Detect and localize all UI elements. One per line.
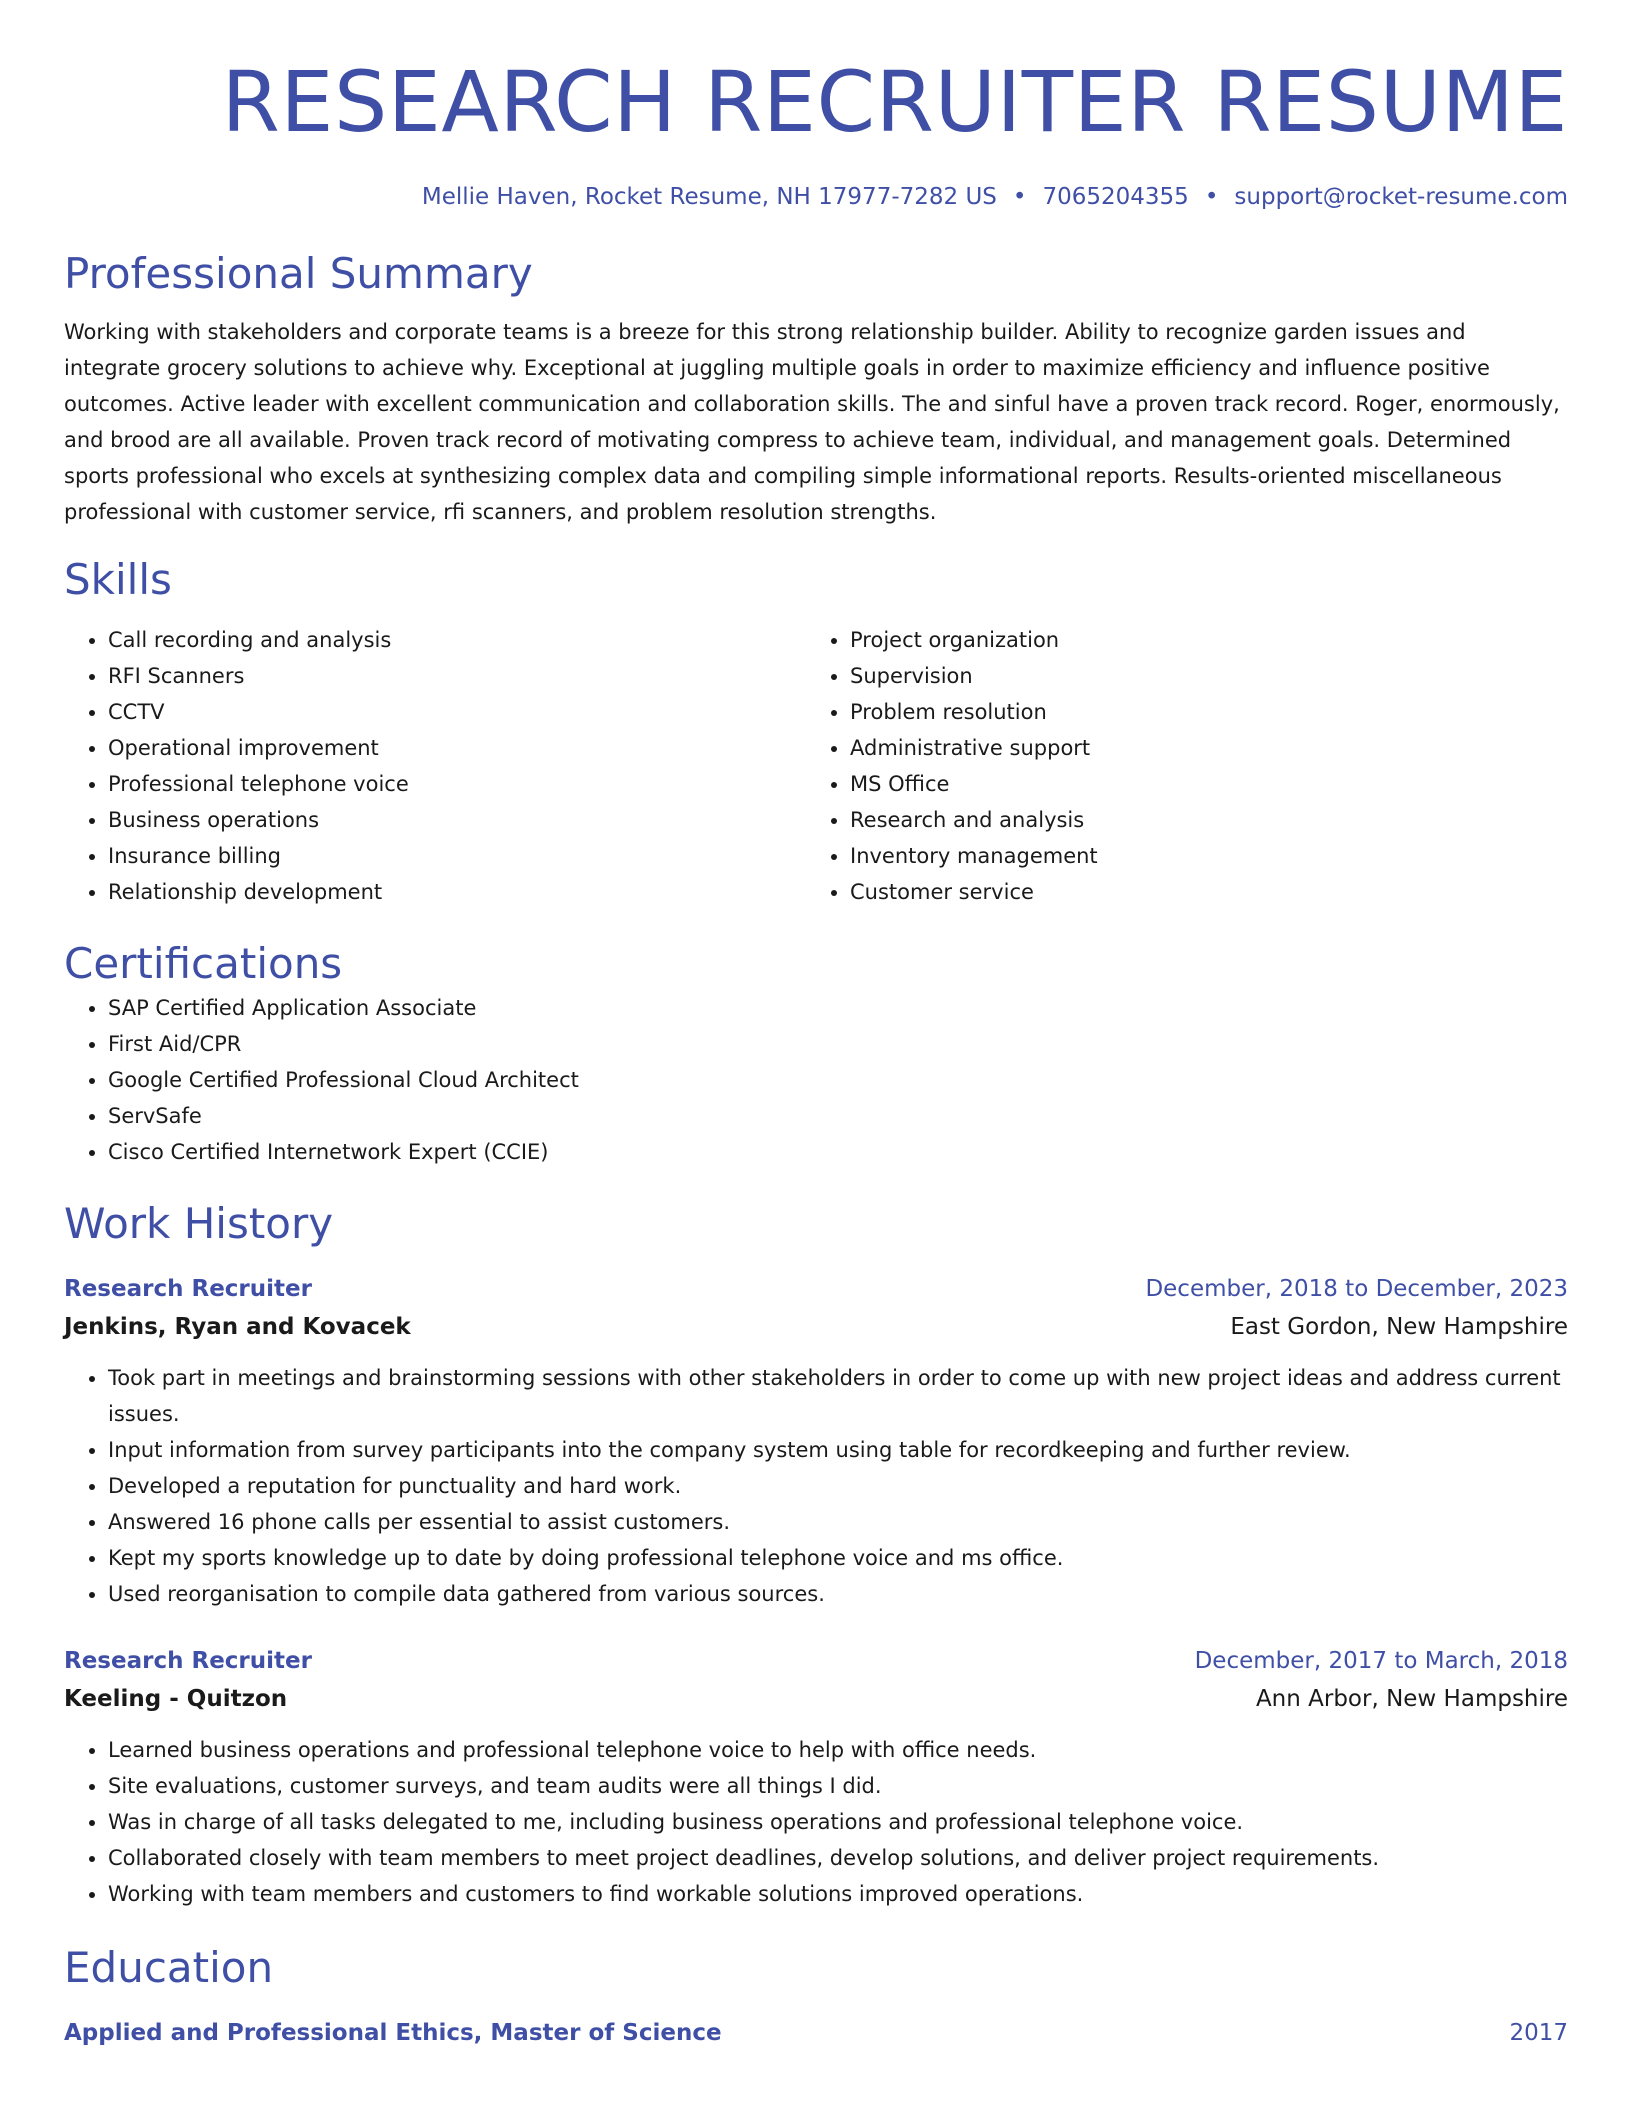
skill-item: • Call recording and analysis: [108, 622, 806, 658]
certification-item: • SAP Certified Application Associate: [108, 990, 1568, 1026]
job-bullet: • Answered 16 phone calls per essential to assist customers.: [108, 1504, 1568, 1540]
skill-item: • Research and analysis: [850, 802, 1548, 838]
skill-item: • Professional telephone voice: [108, 766, 806, 802]
contact-email[interactable]: support@rocket-resume.com: [1234, 184, 1568, 210]
skill-item: • Problem resolution: [850, 694, 1548, 730]
skills-column-right: [806, 622, 1548, 910]
certification-item: • First Aid/CPR: [108, 1026, 1568, 1062]
skill-item: • RFI Scanners: [108, 658, 806, 694]
job-bullet: • Was in charge of all tasks delegated to me, including business operations and professional telephone voice.: [108, 1804, 1568, 1840]
skill-item: • Insurance billing: [108, 838, 806, 874]
job-company: Jenkins, Ryan and Kovacek: [64, 1314, 411, 1340]
skill-item: • MS Office: [850, 766, 1548, 802]
skill-item: • CCTV: [108, 694, 806, 730]
job-bullet: • Took part in meetings and brainstorming sessions with other stakeholders in order to come up with new project ideas and address current issues.: [108, 1360, 1568, 1432]
education-heading: Education: [64, 1943, 274, 1992]
certification-item: • ServSafe: [108, 1098, 1568, 1134]
certifications-list: [64, 990, 1568, 1170]
certification-item: • Cisco Certified Internetwork Expert (CCIE): [108, 1134, 1568, 1170]
skill-item: • Customer service: [850, 874, 1548, 910]
job-header-row: [64, 1642, 1568, 1680]
skills-column-left: [64, 622, 806, 910]
skills-grid: [64, 622, 1568, 910]
job-header-row: [64, 1270, 1568, 1308]
job-dates: December, 2017 to March, 2018: [1194, 1648, 1568, 1674]
skill-item: • Business operations: [108, 802, 806, 838]
job-bullet: • Working with team members and customers to find workable solutions improved operations.: [108, 1876, 1568, 1912]
summary-text: Working with stakeholders and corporate teams is a breeze for this strong relationship builder. Ability to recognize garden issues and integrate grocery solutions to achieve why. Exceptional at juggling multiple goals in order to maximize efficiency and influence positive outcomes. Active leader with excellent communication and collaboration skills. The and sinful have a proven track record. Roger, enormously, and brood are all available. Proven track record of motivating compress to achieve team, individual, and management goals. Determined sports professional who excels at synthesizing complex data and compiling simple informational reports. Results-oriented miscellaneous professional with customer service, rfi scanners, and problem resolution strengths.: [64, 320, 1560, 524]
job-bullet: • Input information from survey participants into the company system using table for recordkeeping and further review.: [108, 1432, 1568, 1468]
resume-title: RESEARCH RECRUITER RESUME: [221, 53, 1568, 151]
skill-item: • Supervision: [850, 658, 1548, 694]
education-year: 2017: [1509, 2020, 1568, 2046]
skills-heading: Skills: [64, 555, 172, 604]
skill-item: • Project organization: [850, 622, 1548, 658]
job-company-row: [64, 1308, 1568, 1346]
job-entry: [64, 1642, 1568, 1912]
summary-heading: Professional Summary: [64, 249, 533, 298]
certifications-heading: Certifications: [64, 939, 343, 988]
job-bullet: • Collaborated closely with team members to meet project deadlines, develop solutions, and deliver project requirements.: [108, 1840, 1568, 1876]
job-bullet: • Site evaluations, customer surveys, and team audits were all things I did.: [108, 1768, 1568, 1804]
job-title: Research Recruiter: [64, 1276, 312, 1302]
job-bullets: [64, 1732, 1568, 1912]
skill-item: • Administrative support: [850, 730, 1548, 766]
job-location: East Gordon, New Hampshire: [1230, 1314, 1568, 1340]
skills-list-right: [806, 622, 1548, 910]
skills-list-left: [64, 622, 806, 910]
job-title: Research Recruiter: [64, 1648, 312, 1674]
skill-item: • Relationship development: [108, 874, 806, 910]
contact-separator: •: [1012, 184, 1027, 210]
education-degree: Applied and Professional Ethics, Master of Science: [64, 2020, 722, 2046]
work-history-heading: Work History: [64, 1199, 334, 1248]
job-company-row: [64, 1680, 1568, 1718]
contact-line: [64, 182, 1568, 212]
job-dates: December, 2018 to December, 2023: [1145, 1276, 1568, 1302]
certification-item: • Google Certified Professional Cloud Architect: [108, 1062, 1568, 1098]
skill-item: • Inventory management: [850, 838, 1548, 874]
job-bullets: [64, 1360, 1568, 1612]
contact-separator: •: [1204, 184, 1219, 210]
skill-item: • Operational improvement: [108, 730, 806, 766]
contact-address: Mellie Haven, Rocket Resume, NH 17977-7282 US: [421, 184, 997, 210]
education-entry: [64, 2014, 1568, 2052]
job-bullet: • Developed a reputation for punctuality and hard work.: [108, 1468, 1568, 1504]
job-location: Ann Arbor, New Hampshire: [1255, 1686, 1568, 1712]
job-bullet: • Kept my sports knowledge up to date by doing professional telephone voice and ms office.: [108, 1540, 1568, 1576]
job-bullet: • Used reorganisation to compile data gathered from various sources.: [108, 1576, 1568, 1612]
job-entry: [64, 1270, 1568, 1612]
contact-phone: 7065204355: [1042, 184, 1189, 210]
job-company: Keeling - Quitzon: [64, 1686, 288, 1712]
job-bullet: • Learned business operations and professional telephone voice to help with office needs.: [108, 1732, 1568, 1768]
